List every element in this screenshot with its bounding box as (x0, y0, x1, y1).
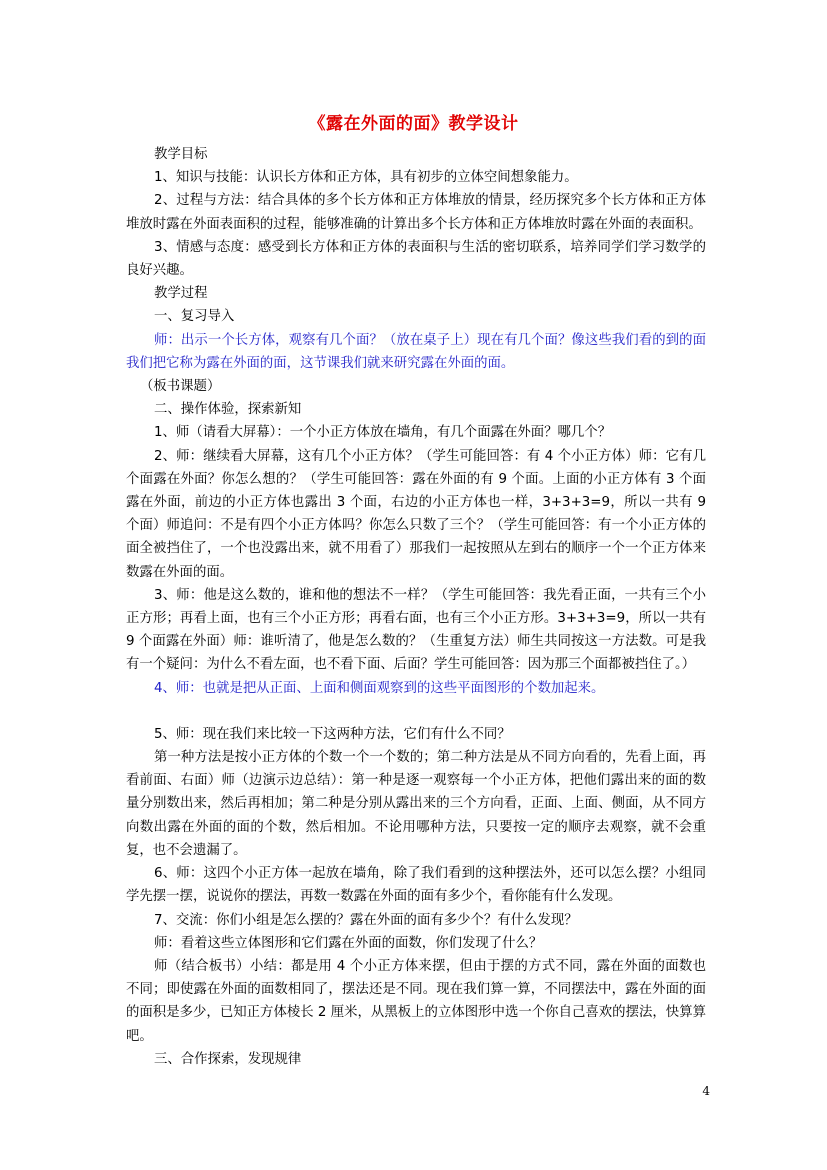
paragraph: 5、师：现在我们来比较一下这两种方法，它们有什么不同？ (154, 726, 511, 742)
paragraph: 7、交流：你们小组是怎么摆的？露在外面的面有多少个？有什么发现？ (154, 912, 578, 928)
paragraph: 3、师：他是这么数的，谁和他的想法不一样？（学生可能回答：我先看正面，一共有三个小正方形；再看上面，也有三个小正方形；再看右面，也有三个小正方形。3+3+3=9，所以一共有 9 个面露在外面）师：谁听清了，他是怎么数的？（生重复方法）师生共同按这一方法数。可是我有一个疑问：为什么不看左面，也不看下面、后面？学生可能回答：因为那三个面都被挡住了。） (126, 587, 706, 673)
section-heading-process: 教学过程 (154, 286, 208, 302)
section-heading-review: 一、复习导入 (154, 309, 235, 325)
paragraph: 6、师：这四个小正方体一起放在墙角，除了我们看到的这种摆法外，还可以怎么摆？小组同学先摆一摆，说说你的摆法，再数一数露在外面的面有多少个，看你能有什么发现。 (126, 866, 706, 905)
paragraph: 1、师（请看大屏幕）：一个小正方体放在墙角，有几个面露在外面？哪几个？ (154, 425, 612, 441)
paragraph: 2、过程与方法：结合具体的多个长方体和正方体堆放的情景，经历探究多个长方体和正方体堆放时露在外面表面积的过程，能够准确的计算出多个长方体和正方体堆放时露在外面的表面积。 (126, 193, 706, 232)
section-heading-cooperate: 三、合作探索，发现规律 (154, 1051, 302, 1067)
page-number: 4 (702, 1084, 710, 1098)
paragraph: 2、师：继续看大屏幕，这有几个小正方体？（学生可能回答：有 4 个小正方体）师：它有几个面露在外面？你怎么想的？（学生可能回答：露在外面的有 9 个面。上面的小正方体有 3 个面露在外面，前边的小正方体也露出 3 个面，右边的小正方体也一样，3+3+3=9，所以一共有 9 个面）师追问：不是有四个小正方体吗？你怎么只数了三个？（学生可能回答：有一个小正方体的面全被挡住了，一个也没露出来，就不用看了）那我们一起按照从左到右的顺序一个一个正方体来数露在外面的面。 (126, 448, 706, 580)
document-title: 《露在外面的面》教学设计 (308, 114, 519, 134)
blank-line (126, 700, 706, 723)
paragraph: 师（结合板书）小结：都是用 4 个小正方体来摆，但由于摆的方式不同，露在外面的面数也不同；即使露在外面的面数相同了，摆法还是不同。现在我们算一算，不同摆法中，露在外面的面的面积是多少，已知正方体棱长 2 厘米，从黑板上的立体图形中选一个你自己喜欢的摆法，快算算吧。 (126, 958, 706, 1044)
section-heading-goals: 教学目标 (154, 147, 208, 162)
document-body (126, 143, 706, 1071)
paragraph: 3、情感与态度：感受到长方体和正方体的表面积与生活的密切联系，培养同学们学习数学的良好兴趣。 (126, 239, 706, 279)
paragraph: 师：看着这些立体图形和它们露在外面的面数，你们发现了什么？ (154, 935, 543, 951)
highlighted-paragraph: 师：出示一个长方体，观察有几个面？（放在桌子上）现在有几个面？像这些我们看的到的面我们把它称为露在外面的面，这节课我们就来研究露在外面的面。 (126, 332, 706, 371)
paragraph: （板书课题） (140, 379, 221, 395)
highlighted-paragraph: 4、师：也就是把从正面、上面和侧面观察到的这些平面图形的个数加起来。 (154, 680, 605, 696)
paragraph: 第一种方法是按小正方体的个数一个一个数的；第二种方法是从不同方向看的，先看上面，再看前面、右面）师（边演示边总结）：第一种是逐一观察每一个小正方体，把他们露出来的面的数量分别数出来，然后再相加；第二种是分别从露出来的三个方向看，正面、上面、侧面，从不同方向数出露在外面的面的个数，然后相加。不论用哪种方法，只要按一定的顺序去观察，就不会重复，也不会遗漏了。 (126, 750, 706, 858)
paragraph: 1、知识与技能：认识长方体和正方体，具有初步的立体空间想象能力。 (154, 170, 578, 186)
section-heading-explore: 二、操作体验，探索新知 (154, 402, 302, 418)
